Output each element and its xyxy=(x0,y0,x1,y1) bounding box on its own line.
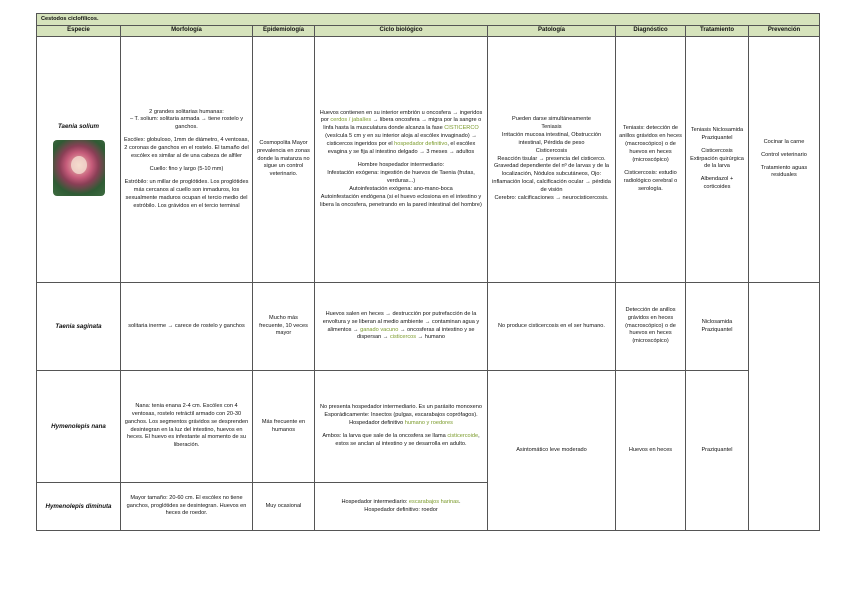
cycle-paragraph: Huevos contienen en su interior embrión u oncosfera → ingeridos por cerdos / jabalíes → libera oncosfera → migra por la sangre o linfa hasta la musculatura donde alcanza la fase CISTICERCO (vesícula 5 cm y en su interior aloja al escólex invaginado) → cisticercos ingeridos por el hospedador definitivo, el escólex evagina y se fija al intestino delgado → 3 meses → adultos xyxy=(319,109,483,156)
cycle-cell: No presenta hospedador intermediario. Es un parásito monoxeno Esporádicamente: Insectos (pulgas, escarabajos coprófagos). Hospedador definitivo humano y roedores Ambos: la larva que sale de la oncosfera se llama cisticercoide, estos se anclan al intestino y se desarrolla en adulto. xyxy=(315,371,488,483)
pat-line: Cisticercosis xyxy=(535,147,568,154)
header-epidemiologia: Epidemiología xyxy=(253,26,315,37)
treatment-cell xyxy=(686,37,749,283)
treatment-cell: Praziquantel xyxy=(686,371,749,531)
prevention-cell xyxy=(749,37,820,283)
morphology-cell: solitaria inerme → carece de rostelo y ganchos xyxy=(121,283,253,371)
cycle-cell: Hospedador intermediario: escarabajos harinas. Hospedador definitivo: roedor xyxy=(315,483,488,531)
header-diagnostico: Diagnóstico xyxy=(616,26,686,37)
pat-line: Pueden darse simultáneamente xyxy=(512,116,591,123)
morph-line: – T. solium: solitaria armada → tiene rostelo y ganchos. xyxy=(129,116,244,131)
pat-line: Irritación mucosa intestinal, Obstrucción intestinal, Pérdida de peso xyxy=(501,131,602,146)
epidemiology-cell: Cosmopolita Mayor prevalencia en zonas donde la matanza no sigue un control veterinario. xyxy=(253,37,315,283)
morphology-cell: Mayor tamaño: 20-60 cm. El escólex no tiene ganchos, proglótides se desintegran. Huevos en heces de roedor. xyxy=(121,483,253,531)
species-cell: Hymenolepis nana xyxy=(37,371,121,483)
morph-line: Cuello: fino y largo (5-10 mm) xyxy=(149,165,224,172)
morphology-cell: Nana: tenia enana 2-4 cm. Escólex con 4 ventosas, rostelo retráctil armado con 20-30 ganchos. Los segmentos grávidos se desprenden desintegran en la luz del intestino, huevos en heces. El huevo es infestante al momento de su liberación. xyxy=(121,371,253,483)
treatment-cell: Niclosamida Praziquantel xyxy=(686,283,749,371)
header-prevencion: Prevención xyxy=(749,26,820,37)
header-row xyxy=(37,26,820,37)
prev-line: Cocinar la carne xyxy=(763,138,805,145)
header-especie: Especie xyxy=(37,26,121,37)
species-cell: Hymenolepis diminuta xyxy=(37,483,121,531)
species-cell xyxy=(37,37,121,283)
diagnosis-cell: Huevos en heces xyxy=(616,371,686,531)
row-hymenolepis-nana xyxy=(37,371,820,483)
treat-line: Teniasis Niclosamida Praziquantel xyxy=(690,126,744,141)
pat-line: Reacción tisular → presencia del cisticerco. Gravedad dependiente del nº de larvas y de la localización, Nódulos subcutáneos, Ojo: inflamación local, calcificación ocular → pérdida de visión xyxy=(492,155,611,194)
prev-line: Tratamiento aguas residuales xyxy=(760,164,808,179)
pat-line: Teniasis xyxy=(541,123,562,130)
pat-line: Cerebro: calcificaciones → neurocisticercosis. xyxy=(494,195,609,202)
prevention-cell xyxy=(749,283,820,531)
taenia-solium-image xyxy=(53,140,105,196)
prev-line: Control veterinario xyxy=(761,151,807,158)
species-name: Taenia solium xyxy=(57,122,100,130)
morphology-cell xyxy=(121,37,253,283)
diagnosis-cell: Detección de anillos grávidos en heces (macroscópico) o de huevos en heces (microscópico) xyxy=(616,283,686,371)
epidemiology-cell: Mucho más frecuente, 10 veces mayor xyxy=(253,283,315,371)
pathology-cell: No produce cisticercosis en el ser humano. xyxy=(488,283,616,371)
morph-line: Escólex: globuloso, 1mm de diámetro, 4 ventosas, 2 coronas de ganchos en el rostelo. El tamaño del escólex es similar al de una cabeza de alfiler xyxy=(124,137,249,160)
header-patologia: Patología xyxy=(488,26,616,37)
epidemiology-cell: Muy ocasional xyxy=(253,483,315,531)
header-morfologia: Morfología xyxy=(121,26,253,37)
cycle-line: Autoinfestación exógena: ano-mano-boca xyxy=(349,185,453,192)
diag-line: Teniasis: detección de anillos grávidos en heces (macroscópico) o de huevos en heces (microscópico) xyxy=(619,125,682,163)
table-title-row xyxy=(37,14,820,26)
header-ciclo: Ciclo biológico xyxy=(315,26,488,37)
cestodos-table xyxy=(36,13,820,531)
diag-line: Cisticercosis: estudio radiológico cerebral o serología. xyxy=(623,169,678,192)
cycle-line: Infestación exógena: ingestión de huevos de Taenia (frutas, verduras...) xyxy=(327,169,475,184)
cycle-line: Hombre hospedador intermediario: xyxy=(357,162,445,168)
cycle-cell xyxy=(315,37,488,283)
pathology-cell xyxy=(488,37,616,283)
table-title: Cestodos ciclofílicos. xyxy=(37,14,820,26)
cycle-cell: Huevos salen en heces → destrucción por putrefacción de la envoltura y se liberan al medio ambiente → contaminan agua y alimentos → ganado vacuno → oncosferas al intestino y se dispersan → cisticercos → humano xyxy=(315,283,488,371)
cycle-line: Autoinfestación endógena (si el huevo eclosiona en el intestino y libera la oncosfera, penetrando en la pared intestinal del hombre) xyxy=(320,193,482,208)
treat-line: Cisticercosis Extirpación quirúrgica de la larva xyxy=(690,147,744,170)
diagnosis-cell xyxy=(616,37,686,283)
row-taenia-solium xyxy=(37,37,820,283)
epidemiology-cell: Más frecuente en humanos xyxy=(253,371,315,483)
header-tratamiento: Tratamiento xyxy=(686,26,749,37)
species-cell: Taenia saginata xyxy=(37,283,121,371)
treat-line: Albendazol + corticoides xyxy=(700,176,734,191)
pathology-cell: Asintomático leve moderado xyxy=(488,371,616,531)
row-taenia-saginata xyxy=(37,283,820,371)
morph-line: 2 grandes solitarias humanas: xyxy=(149,108,224,115)
morph-line: Estróbilo: un millar de proglótides. Los proglótides más cercanos al cuello son inmaduros, los sexualmente maduros ocupan el tercio medio del estróbilo. Los grávidos en el tercio terminal xyxy=(124,178,249,209)
